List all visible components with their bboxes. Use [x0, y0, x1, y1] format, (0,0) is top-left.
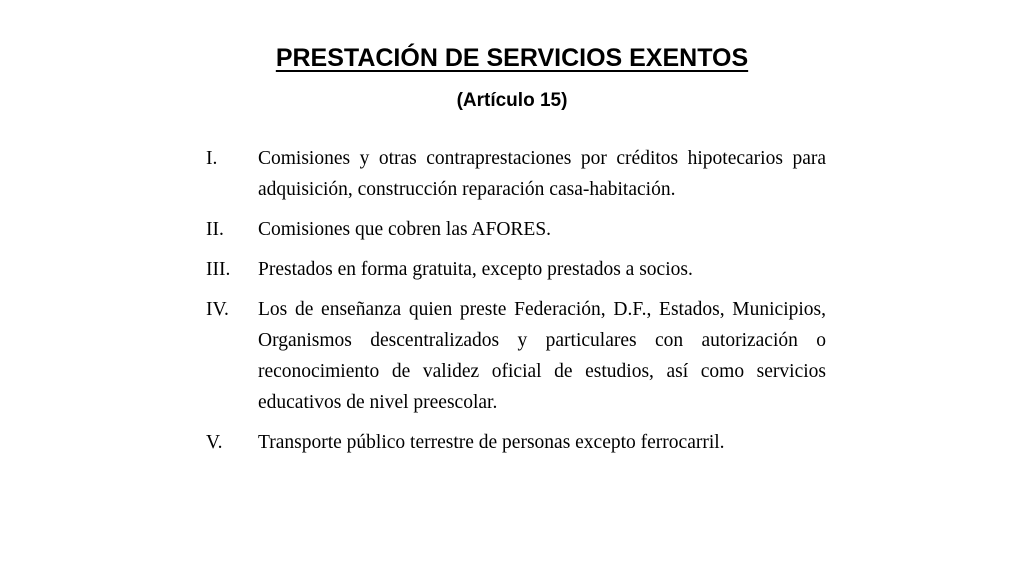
list-item-numeral: II.: [206, 219, 224, 240]
list-item-text: Los de enseñanza quien preste Federación, D.F., Estados, Municipios, Organismos descentralizados y particulares con autorización o reconocimiento de validez oficial de estudios, así como servicios educativos de nivel preescolar.: [258, 299, 826, 413]
list-item-text: Comisiones y otras contraprestaciones por créditos hipotecarios para adquisición, construcción reparación casa-habitación.: [258, 148, 826, 200]
slide-subtitle: (Artículo 15): [456, 90, 568, 111]
list-item: [206, 254, 826, 285]
exempt-services-list: [206, 143, 826, 467]
list-item: [206, 294, 826, 418]
list-item: [206, 427, 826, 458]
list-item-text: Comisiones que cobren las AFORES.: [258, 219, 552, 240]
list-item-numeral: IV.: [206, 299, 229, 320]
slide-title: PRESTACIÓN DE SERVICIOS EXENTOS: [275, 44, 749, 72]
list-item-text: Transporte público terrestre de personas excepto ferrocarril.: [258, 432, 725, 453]
list-item: [206, 143, 826, 205]
list-item-numeral: I.: [206, 148, 218, 169]
list-item-numeral: III.: [206, 259, 231, 280]
list-item: [206, 214, 826, 245]
list-item-numeral: V.: [206, 432, 223, 453]
list-item-text: Prestados en forma gratuita, excepto prestados a socios.: [258, 259, 693, 280]
